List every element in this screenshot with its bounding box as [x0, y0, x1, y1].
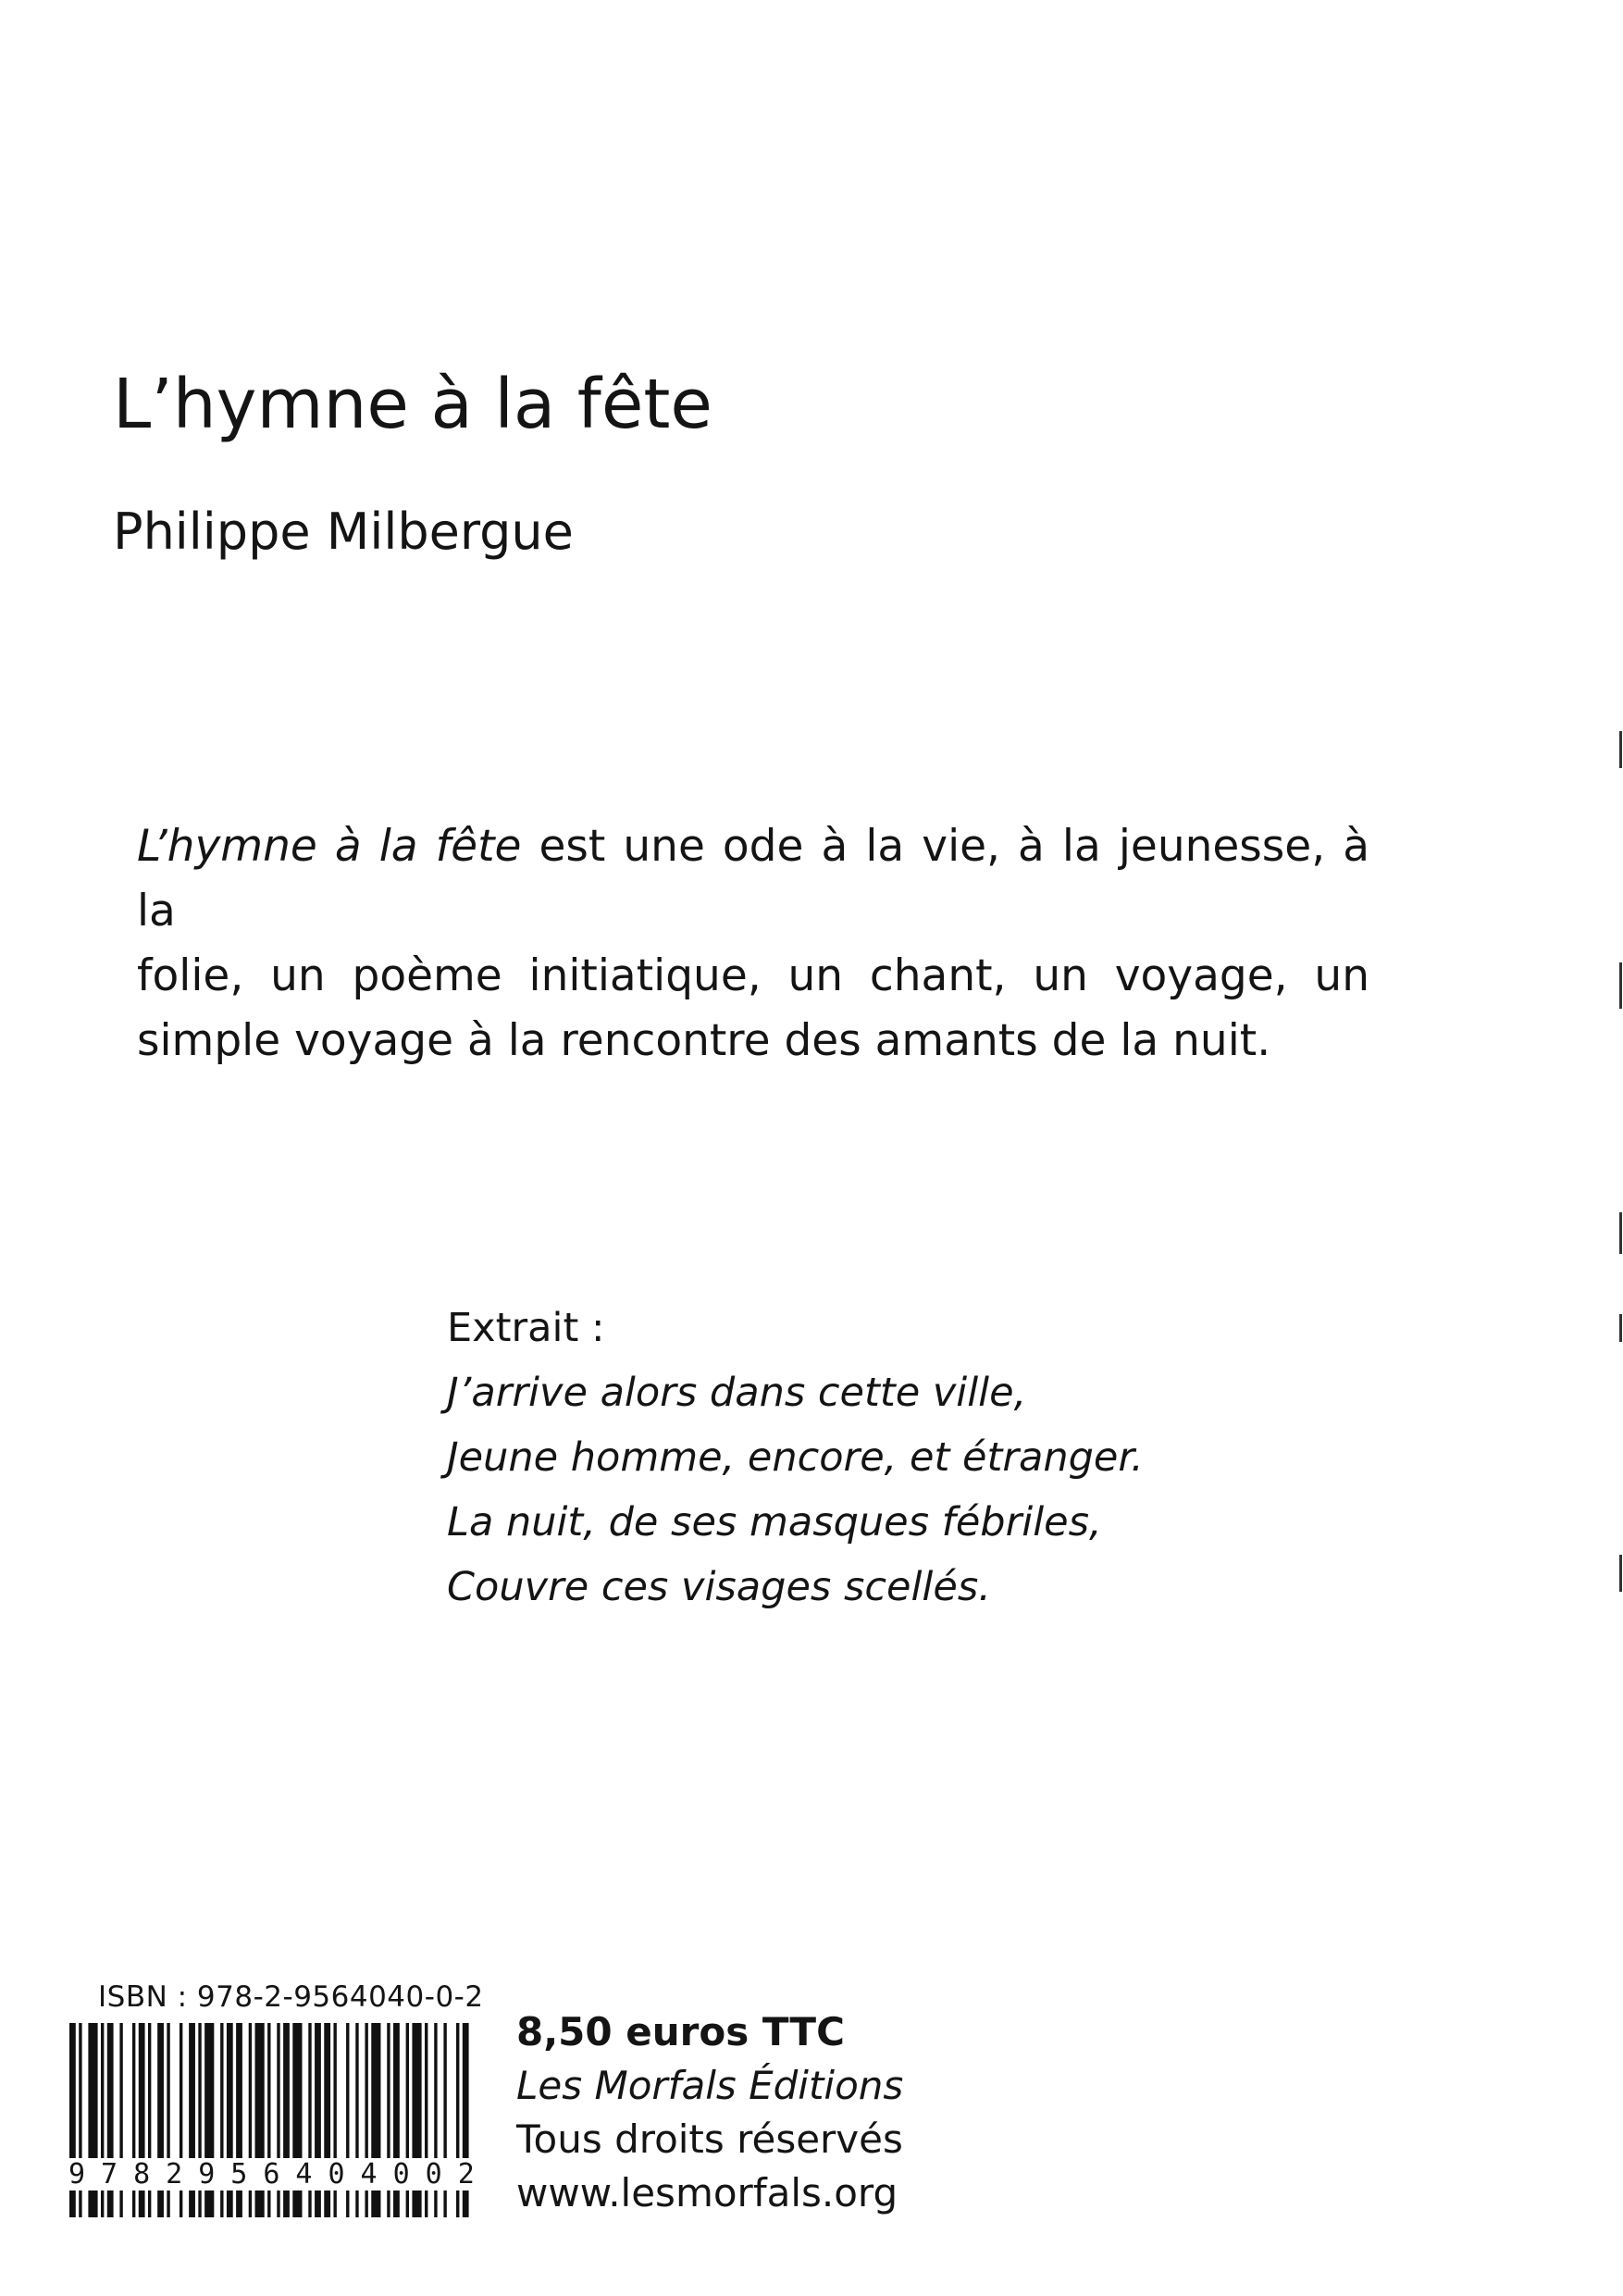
price-block [516, 2005, 903, 2220]
spine-edge-marks [1610, 731, 1623, 1657]
rights-notice: Tous droits réservés [516, 2116, 903, 2162]
book-author: Philippe Milbergue [113, 503, 574, 561]
extract-verse: Jeune homme, encore, et étranger. [447, 1434, 1144, 1481]
blurb-title-italic: L’hymne à la fête [137, 821, 522, 872]
barcode-digits: 9782956404002 [68, 2158, 490, 2191]
price: 8,50 euros TTC [516, 2009, 845, 2054]
book-title: L’hymne à la fête [113, 365, 712, 444]
publisher-name: Les Morfals Éditions [516, 2063, 904, 2108]
extract-verse: J’arrive alors dans cette ville, [447, 1370, 1027, 1416]
extract-label: Extrait : [447, 1305, 605, 1351]
extract-verse: Couvre ces visages scellés. [447, 1564, 991, 1610]
blurb-line-3: simple voyage à la rencontre des amants de la nuit. [137, 1015, 1271, 1066]
isbn-label: ISBN : 978-2-9564040-0-2 [98, 1980, 484, 2014]
blurb-line-1-text: est une ode à la vie, à la jeunesse, à la [137, 821, 1369, 937]
extract-section [447, 1296, 1144, 1620]
blurb-line-1 [137, 814, 1369, 944]
website-url: www.lesmorfals.org [516, 2170, 898, 2215]
extract-verse: La nuit, de ses masques fébriles, [447, 1499, 1102, 1545]
blurb-line-2: folie, un poème initiatique, un chant, un voyage, un [137, 950, 1369, 1001]
book-blurb [137, 814, 1369, 1074]
